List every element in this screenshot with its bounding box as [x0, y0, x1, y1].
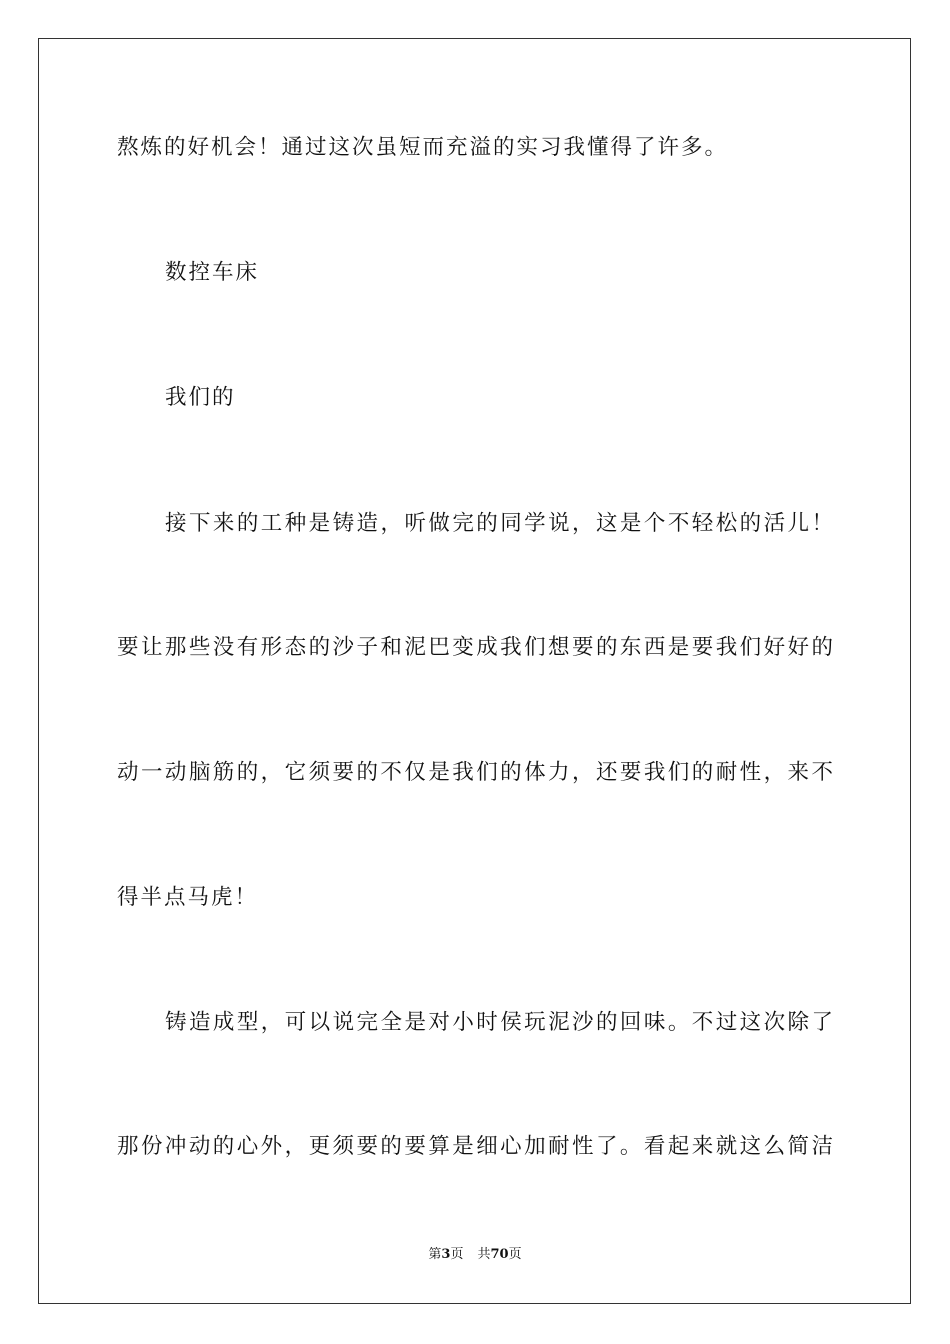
paragraph-line-5: 要让那些没有形态的沙子和泥巴变成我们想要的东西是要我们好好的 [117, 635, 833, 660]
page-total: 70 [490, 1247, 509, 1262]
page-prefix: 第 [428, 1247, 442, 1262]
total-prefix: 共 [477, 1247, 491, 1262]
page-border [38, 38, 911, 1304]
paragraph-line-7: 得半点马虎！ [117, 885, 259, 910]
paragraph-line-6: 动一动脑筋的，它须要的不仅是我们的体力，还要我们的耐性，来不 [117, 760, 833, 785]
page-footer [0, 1246, 950, 1264]
paragraph-line-9: 那份冲动的心外，更须要的要算是细心加耐性了。看起来就这么简洁 [117, 1134, 833, 1159]
paragraph-line-1: 熬炼的好机会！通过这次虽短而充溢的实习我懂得了许多。 [117, 135, 729, 160]
paragraph-line-8: 铸造成型，可以说完全是对小时侯玩泥沙的回味。不过这次除了 [165, 1010, 833, 1035]
page-current: 3 [441, 1247, 451, 1262]
heading-cnc-lathe: 数控车床 [165, 260, 260, 285]
heading-ours: 我们的 [165, 385, 236, 410]
page-suffix: 页 [450, 1247, 464, 1262]
paragraph-line-4: 接下来的工种是铸造，听做完的同学说，这是个不轻松的活儿！ [165, 511, 833, 536]
total-suffix: 页 [508, 1247, 522, 1262]
